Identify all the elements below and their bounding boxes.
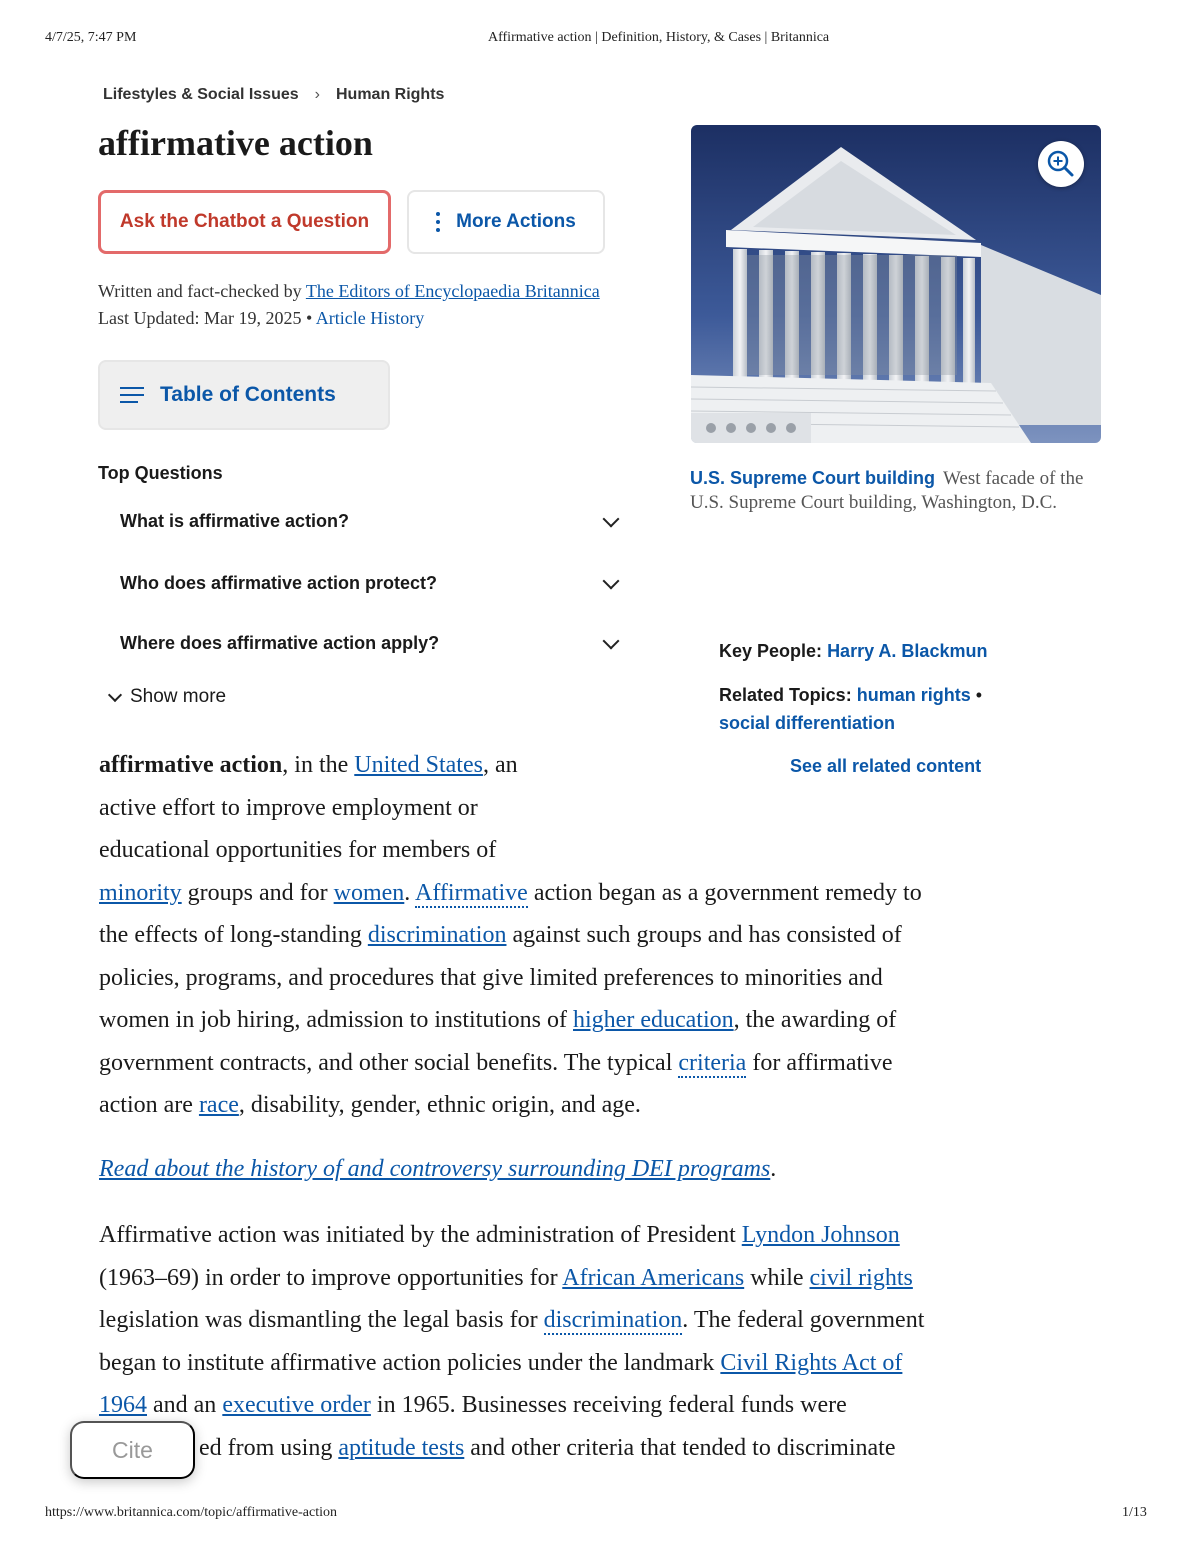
question-text: What is affirmative action? [120,511,350,531]
executive-order-link[interactable]: executive order [222,1392,371,1418]
last-updated: Last Updated: Mar 19, 2025 [98,308,302,328]
text-run: for affirmative [746,1049,893,1076]
discrimination-link[interactable]: discrimination [367,922,507,948]
related-topic-separator: • [975,685,983,705]
written-prefix: Written and fact-checked by [98,281,302,301]
related-topics-row [719,681,982,737]
text-run: against such groups and has consisted of [506,922,902,948]
figure-caption-text: West facade of the U.S. Supreme Court building, Washington, D.C. [690,468,1084,513]
breadcrumb-item-lifestyles[interactable]: Lifestyles & Social Issues [103,86,299,103]
text-run: . [404,879,415,906]
show-more-button[interactable] [108,686,226,708]
text-run: , disability, gender, ethnic origin, and age. [238,1092,641,1118]
text-run: action are [99,1092,199,1118]
question-text: Who does affirmative action protect? [120,573,438,593]
text-run: active effort to improve employment or [99,794,478,821]
byline-bullet: • [305,308,313,328]
question-item[interactable] [120,511,625,532]
zoom-in-icon[interactable] [1038,141,1084,187]
criteria-definition-link[interactable]: criteria [678,1049,747,1076]
text-run: government contracts, and other social benefits. The typical [99,1049,679,1076]
minority-link[interactable]: minority [99,879,182,906]
text-run: while [744,1264,810,1291]
page-title: affirmative action [98,123,373,163]
text-run: legislation was dismantling the legal basis for [99,1307,544,1333]
discrimination-definition-link[interactable]: discrimination [543,1307,683,1333]
text-run: policies, programs, and procedures that give limited preferences to minorities and [99,964,883,991]
question-item[interactable] [120,573,625,594]
text-run: and an [147,1392,223,1418]
text-run: . The federal government [682,1307,925,1333]
print-page-title: Affirmative action | Definition, History, & Cases | Britannica [488,30,830,45]
text-run: action began as a government remedy to [527,879,922,906]
see-all-related-link[interactable]: See all related content [790,756,982,776]
text-run: in 1965. Businesses receiving federal funds were [370,1392,847,1418]
race-link[interactable]: race [198,1092,239,1118]
table-of-contents-button[interactable] [98,360,390,430]
top-questions-heading: Top Questions [98,463,223,483]
african-americans-link[interactable]: African Americans [562,1264,745,1291]
text-run: Affirmative action was initiated by the administration of President [99,1222,742,1248]
higher-education-link[interactable]: higher education [573,1007,734,1033]
key-people-label: Key People: [719,641,823,661]
print-page-number: 1/13 [1122,1505,1147,1520]
dei-paragraph [99,1148,776,1191]
breadcrumb-separator: › [314,86,320,103]
lyndon-johnson-link[interactable]: Lyndon Johnson [741,1222,900,1248]
history-paragraph [99,1214,924,1469]
cite-button[interactable]: Cite [70,1421,195,1479]
civil-rights-act-year-link[interactable]: 1964 [99,1392,147,1418]
print-datetime: 4/7/25, 7:47 PM [45,30,137,45]
united-states-link[interactable]: United States [354,752,483,778]
text-run: began to institute affirmative action policies under the landmark [99,1349,721,1376]
show-more-label: Show more [130,686,227,707]
print-url: https://www.britannica.com/topic/affirmative-action [45,1505,337,1520]
more-actions-button[interactable] [407,190,605,254]
text-run: , in the [282,752,355,778]
kebab-menu-icon [436,212,440,232]
text-run: groups and for [181,879,334,906]
question-item[interactable] [120,633,625,654]
author-link[interactable]: The Editors of Encyclopaedia Britannica [305,281,600,301]
text-run: , an [482,752,518,778]
related-topics-label: Related Topics: [719,685,852,705]
related-topic-link[interactable]: human rights [856,685,971,705]
text-run: women in job hiring, admission to institutions of [99,1007,573,1033]
aptitude-tests-link[interactable]: aptitude tests [338,1434,465,1461]
key-people-row [719,637,987,665]
figure-title-link[interactable]: U.S. Supreme Court building [690,468,936,488]
article-history-link[interactable]: Article History [315,308,425,328]
text-run: ed from using [199,1434,339,1461]
text-run: and other criteria that tended to discriminate [464,1434,896,1461]
civil-rights-link[interactable]: civil rights [809,1264,913,1291]
related-topic-link[interactable]: social differentiation [719,713,896,733]
text-run: educational opportunities for members of [99,837,497,863]
more-actions-label: More Actions [456,211,576,232]
text-run: , the awarding of [733,1007,897,1033]
civil-rights-act-link[interactable]: Civil Rights Act of [720,1349,903,1376]
women-link[interactable]: women [333,879,405,906]
text-run: (1963–69) in order to improve opportunities for [99,1264,563,1291]
chevron-down-icon [603,632,620,649]
ask-chatbot-button[interactable]: Ask the Chatbot a Question [98,190,391,254]
chevron-down-icon [603,572,620,589]
text-run: the effects of long-standing [99,922,368,948]
byline [98,278,600,332]
lead-term: affirmative action [99,752,283,778]
breadcrumb [103,86,444,104]
question-text: Where does affirmative action apply? [120,633,440,653]
chevron-down-icon [108,688,122,702]
figure-caption [690,466,1102,515]
list-icon [120,387,144,403]
chevron-down-icon [603,510,620,527]
key-people-link[interactable]: Harry A. Blackmun [827,641,988,661]
intro-paragraph [99,744,922,1127]
affirmative-definition-link[interactable]: Affirmative [414,879,528,906]
dei-programs-link[interactable]: Read about the history of and controversy surrounding DEI programs [99,1156,771,1182]
text-run: . [770,1156,777,1182]
breadcrumb-item-human-rights[interactable]: Human Rights [335,86,445,103]
toc-label: Table of Contents [160,383,336,406]
